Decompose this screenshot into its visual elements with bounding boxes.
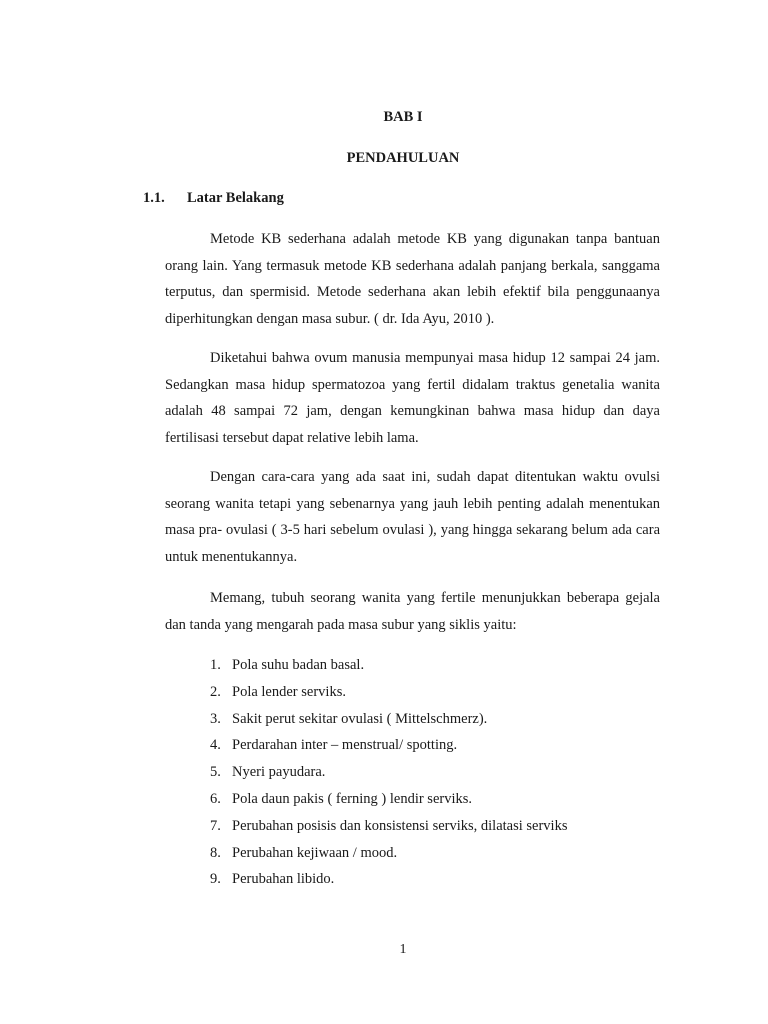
list-item bbox=[210, 759, 567, 786]
section-number: 1.1. bbox=[143, 190, 165, 206]
chapter-heading: BAB I bbox=[383, 109, 423, 125]
list-item bbox=[210, 840, 567, 867]
page-number: 1 bbox=[399, 942, 407, 957]
list-item-text: Perubahan kejiwaan / mood. bbox=[232, 844, 398, 861]
list-item bbox=[210, 813, 567, 840]
list-item-text: Sakit perut sekitar ovulasi ( Mittelschmerz). bbox=[232, 710, 488, 727]
list-item-number: 9. bbox=[210, 871, 221, 888]
paragraph: Metode KB sederhana adalah metode KB yang digunakan tanpa bantuan orang lain. Yang termasuk metode KB sederhana adalah panjang berkala, sanggama terputus, dan spermisid. Metode sederhana akan lebih efektif bila penggunaanya diperhitungkan dengan masa subur. ( dr. Ida Ayu, 2010 ). bbox=[165, 231, 660, 327]
list-item-number: 5. bbox=[210, 764, 221, 781]
list-item-number: 4. bbox=[210, 737, 221, 754]
paragraph: Dengan cara-cara yang ada saat ini, sudah dapat ditentukan waktu ovulsi seorang wanita tetapi yang sebenarnya yang jauh lebih penting adalah menentukan masa pra- ovulasi ( 3-5 hari sebelum ovulasi ), yang hingga sekarang belum ada cara untuk menentukannya. bbox=[165, 469, 660, 565]
list-item bbox=[210, 732, 567, 759]
paragraph: Memang, tubuh seorang wanita yang fertile menunjukkan beberapa gejala dan tanda yang mengarah pada masa subur yang siklis yaitu: bbox=[165, 590, 660, 633]
symptom-list bbox=[210, 652, 567, 893]
list-item-text: Pola daun pakis ( ferning ) lendir serviks. bbox=[232, 790, 473, 807]
list-item-text: Pola lender serviks. bbox=[232, 683, 346, 700]
section-title: Latar Belakang bbox=[187, 190, 284, 206]
list-item bbox=[210, 706, 567, 733]
list-item-text: Perubahan posisis dan konsistensi serviks, dilatasi serviks bbox=[232, 817, 568, 834]
list-item-number: 2. bbox=[210, 683, 221, 700]
paragraph: Diketahui bahwa ovum manusia mempunyai masa hidup 12 sampai 24 jam. Sedangkan masa hidup spermatozoa yang fertil didalam traktus genetalia wanita adalah 48 sampai 72 jam, dengan kemungkinan bahwa masa hidup dan daya fertilisasi tersebut dapat relative lebih lama. bbox=[165, 350, 660, 446]
list-item bbox=[210, 866, 567, 893]
list-item bbox=[210, 679, 567, 706]
list-item-number: 7. bbox=[210, 817, 221, 834]
list-item-number: 6. bbox=[210, 790, 221, 807]
list-item bbox=[210, 652, 567, 679]
list-item-text: Perdarahan inter – menstrual/ spotting. bbox=[232, 737, 458, 754]
chapter-title: PENDAHULUAN bbox=[346, 150, 460, 166]
section-heading bbox=[143, 190, 284, 207]
list-item bbox=[210, 786, 567, 813]
list-item-number: 3. bbox=[210, 710, 221, 727]
list-item-text: Nyeri payudara. bbox=[232, 764, 326, 781]
list-item-text: Perubahan libido. bbox=[232, 871, 335, 888]
list-item-number: 8. bbox=[210, 844, 221, 861]
list-item-text: Pola suhu badan basal. bbox=[232, 657, 365, 673]
list-item-number: 1. bbox=[210, 657, 221, 673]
